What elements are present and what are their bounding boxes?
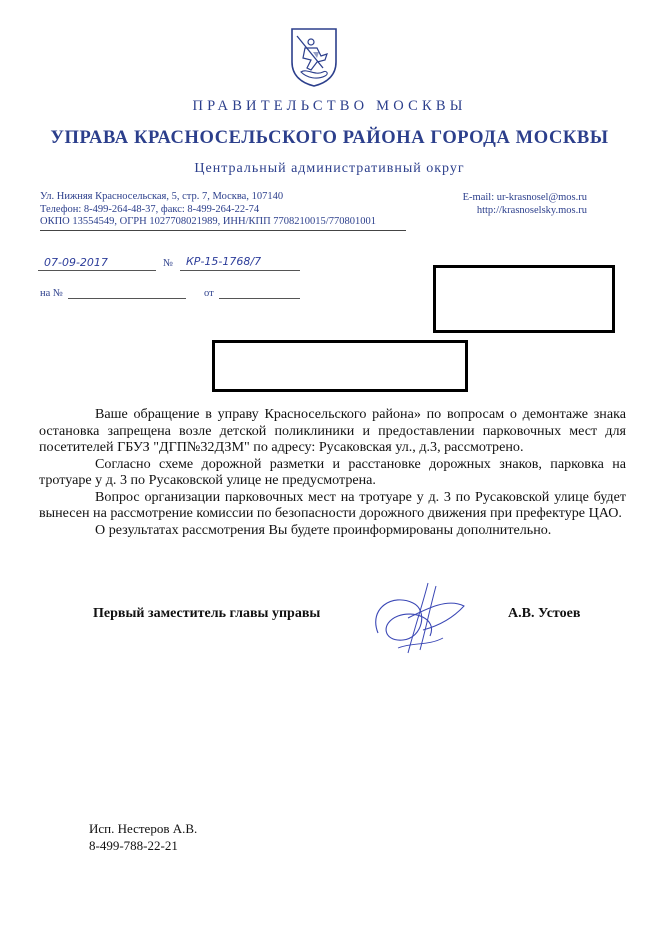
website-text: http://krasnoselsky.mos.ru xyxy=(476,204,587,216)
outgoing-number: КР-15-1768/7 xyxy=(186,255,262,268)
redacted-salutation xyxy=(212,340,468,392)
body-paragraph: Вопрос организации парковочных мест на тротуаре у д. 3 по Русаковской улице будет вынесен на рассмотрение комиссии по безопасности дорожного движения при префектуре ЦАО. xyxy=(39,488,626,521)
district-subtitle: Центральный административный округ xyxy=(194,161,465,176)
number-underline xyxy=(180,270,300,271)
phone-line: Телефон: 8-499-264-48-37, факс: 8-499-264-22-74 xyxy=(40,203,260,215)
registry-codes-line: ОКПО 13554549, ОГРН 1027708021989, ИНН/КПП 7708210015/770801001 xyxy=(40,216,376,227)
signer-position: Первый заместитель главы управы xyxy=(93,606,321,621)
address-block xyxy=(40,191,376,229)
address-line: Ул. Нижняя Красносельская, 5, стр. 7, Москва, 107140 xyxy=(40,191,284,202)
body-paragraph: О результатах рассмотрения Вы будете проинформированы дополнительно. xyxy=(95,521,552,538)
redacted-recipient xyxy=(433,265,615,333)
reference-label: на № xyxy=(40,288,63,299)
contacts-block xyxy=(429,192,587,217)
email-text: E-mail: ur-krasnosel@mos.ru xyxy=(462,192,587,203)
executor-phone: 8-499-788-22-21 xyxy=(89,838,178,853)
body-paragraph: Согласно схеме дорожной разметки и расстановке дорожных знаков, парковка на тротуаре у д. 3 по Русаковской улице не предусмотрена. xyxy=(39,455,626,488)
letter-body xyxy=(39,406,626,538)
number-label: № xyxy=(163,258,174,269)
from-underline xyxy=(219,298,300,299)
date-underline xyxy=(38,270,156,271)
reference-underline xyxy=(68,298,186,299)
from-label: от xyxy=(204,288,214,299)
outgoing-date: 07-09-2017 xyxy=(44,256,108,269)
header-divider xyxy=(40,230,406,231)
executor-block xyxy=(89,820,197,854)
moscow-coat-of-arms-icon xyxy=(289,26,339,88)
government-title: ПРАВИТЕЛЬСТВО МОСКВЫ xyxy=(192,98,467,114)
body-paragraph: Ваше обращение в управу Красносельского района» по вопросам о демонтаже знака остановка запрещена возле детской поликлиники и предоставлении парковочных мест для посетителей ГБУЗ "ДГП№32ДЗМ" по адресу: Русаковская ул., д.3, рассмотрено. xyxy=(39,406,626,455)
signer-name: А.В. Устоев xyxy=(508,606,581,621)
executor-name: Исп. Нестеров А.В. xyxy=(89,821,198,836)
handwritten-signature xyxy=(368,578,468,658)
organization-title: УПРАВА КРАСНОСЕЛЬСКОГО РАЙОНА ГОРОДА МОСКВЫ xyxy=(50,128,609,148)
